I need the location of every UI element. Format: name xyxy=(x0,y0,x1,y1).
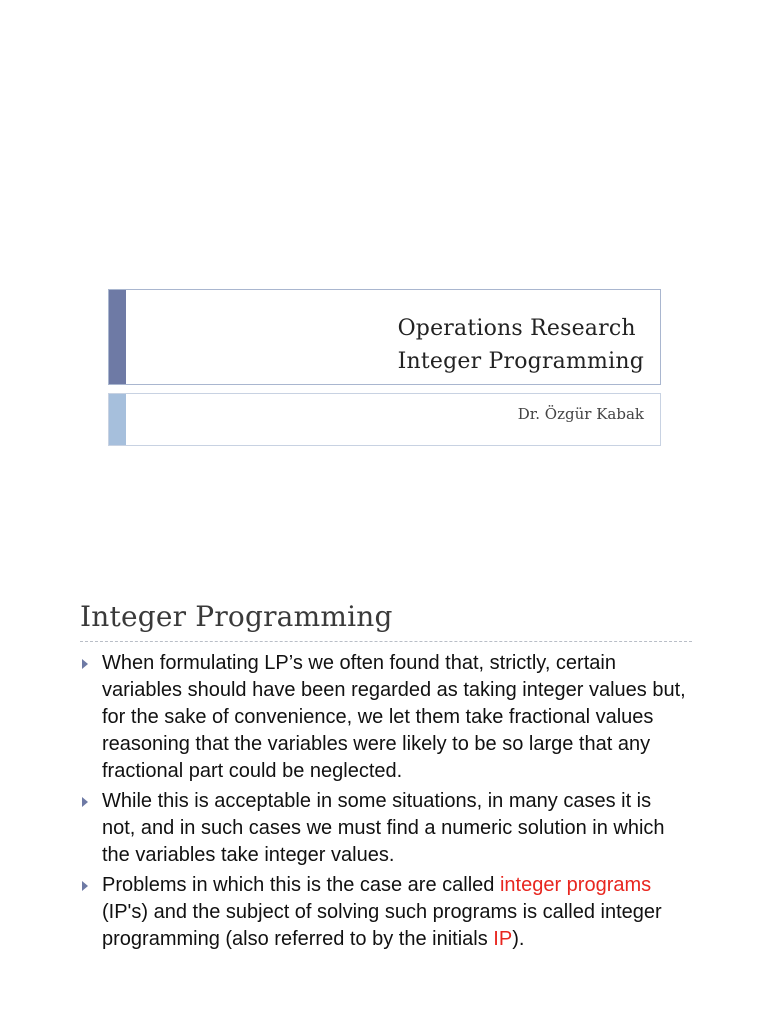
highlight-integer-programs: integer programs xyxy=(499,874,652,896)
slide-heading: Integer Programming xyxy=(80,600,393,633)
bullet-item-2 xyxy=(80,788,690,869)
bullet-text-3-part1: Problems in which this is the case are called xyxy=(102,874,500,896)
triangle-bullet-icon xyxy=(82,797,88,807)
title-line-2: Integer Programming xyxy=(397,349,644,374)
bullet-text-3-part3: ). xyxy=(512,928,525,950)
bullet-list xyxy=(80,650,690,956)
bullet-item-1 xyxy=(80,650,690,785)
triangle-bullet-icon xyxy=(82,881,88,891)
bullet-text-1: When formulating LP’s we often found that, strictly, certain variables should have been regarded as taking integer values but, for the sake of convenience, we let them take fractional values reasoning that the variables were likely to be so large that any fractional part could be neglected. xyxy=(102,652,686,782)
author-name: Dr. Özgür Kabak xyxy=(517,405,644,423)
bullet-item-3 xyxy=(80,872,690,953)
highlight-ip: IP xyxy=(493,928,513,950)
subtitle-box xyxy=(108,393,661,446)
slide-title xyxy=(398,312,644,378)
bullet-text-2: While this is acceptable in some situations, in many cases it is not, and in such cases we must find a numeric solution in which the variables take integer values. xyxy=(102,790,665,866)
subtitle-accent-bar xyxy=(109,394,126,445)
title-accent-bar xyxy=(109,290,126,384)
title-line-1: Operations Research xyxy=(397,316,636,341)
title-slide-box xyxy=(108,289,661,385)
triangle-bullet-icon xyxy=(82,659,88,669)
bullet-text-3-part2: (IP's) and the subject of solving such programs is called integer programming (also referred to by the initials xyxy=(102,901,662,950)
heading-divider xyxy=(80,641,692,642)
